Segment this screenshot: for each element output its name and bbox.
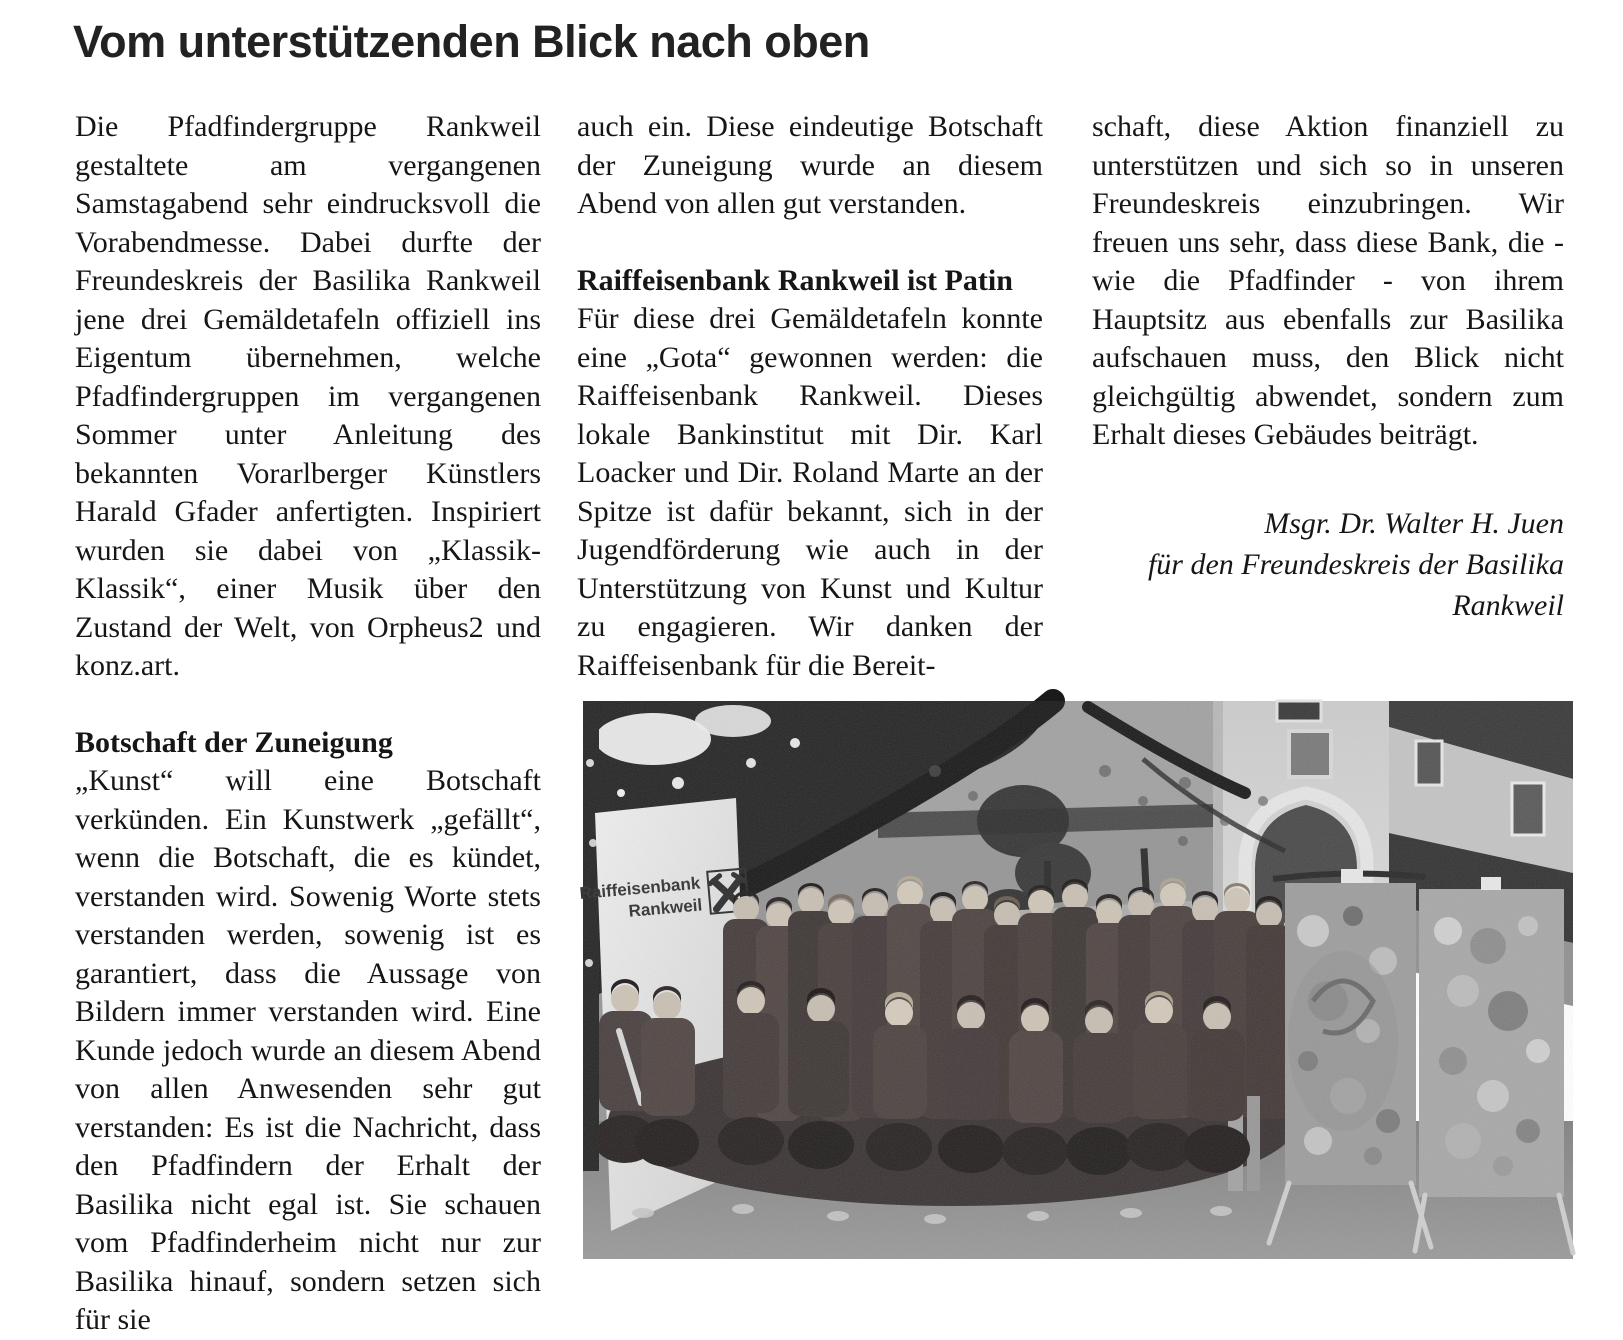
paragraph: „Kunst“ will eine Botschaft verkünden. Ein Kunstwerk „gefällt“, wenn die Botschaft, die es kündet, verstanden wird. Sowenig Worte stets verstanden werden, sowenig ist es garantiert, dass die Aussage von Bildern immer verstanden wird. Eine Kunde jedoch wurde an diesem Abend von allen Anwesenden sehr gut verstanden: Es ist die Nachricht, dass den Pfadfindern der Erhalt der Basilika nicht egal ist. Sie schauen vom Pfadfinderheim nicht nur zur Basilika hinauf, sondern setzen sich für sie — [75, 764, 541, 1336]
article-title: Vom unterstützenden Blick nach oben — [73, 16, 870, 67]
author-signature — [1092, 503, 1564, 626]
paragraph: Für diese drei Gemäldetafeln konnte eine „Gota“ gewonnen werden: die Raiffeisenbank Rankweil. Dieses lokale Bankinstitut mit Dir. Karl Loacker und Dir. Roland Marte an der Spitze ist dafür bekannt, sich in der Jugendförderung wie auch in der Unterstützung von Kunst und Kultur zu engagieren. Wir danken der Raiffeisenbank für die Bereit- — [577, 302, 1043, 682]
text-column-1 — [75, 108, 541, 1340]
banner-line-2: Rankweil — [627, 895, 703, 921]
text-column-3 — [1092, 108, 1564, 626]
group-photo — [578, 701, 1573, 1259]
section-heading: Raiffeisenbank Rankweil ist Patin — [577, 263, 1013, 297]
signature-role: für den Freundeskreis der Basilika — [1147, 547, 1564, 581]
film-grain-overlay — [583, 701, 1573, 1259]
signature-place: Rankweil — [1452, 588, 1564, 622]
banner-line-1: Raiffeisenbank — [578, 873, 701, 903]
paragraph: schaft, diese Aktion finanziell zu unterstützen und sich so in unseren Freundeskreis einzubringen. Wir freuen uns sehr, dass diese Bank, die - wie die Pfadfinder - von ihrem Hauptsitz aus ebenfalls zur Basilika aufschauen muss, den Blick nicht gleichgültig abwendet, sondern zum Erhalt dieses Gebäudes beiträgt. — [1092, 110, 1564, 451]
paragraph: auch ein. Diese eindeutige Botschaft der Zuneigung wurde an diesem Abend von allen gut verstanden. — [577, 110, 1043, 220]
section-heading: Botschaft der Zuneigung — [75, 725, 393, 759]
paragraph: Die Pfadfindergruppe Rankweil gestaltete am vergangenen Samstagabend sehr eindrucksvoll die Vorabendmesse. Dabei durfte der Freundeskreis der Basilika Rankweil jene drei Gemäldetafeln offiziell ins Eigentum übernehmen, welche Pfadfindergruppen im vergangenen Sommer unter Anleitung des bekannten Vorarlberger Künstlers Harald Gfader anfertigten. Inspiriert wurden sie dabei von „Klassik-Klassik“, einer Musik über den Zustand der Welt, von Orpheus2 und konz.art. — [75, 110, 541, 682]
group-photo-illustration — [578, 701, 1573, 1259]
text-column-2 — [577, 108, 1043, 685]
signature-name: Msgr. Dr. Walter H. Juen — [1264, 506, 1564, 540]
